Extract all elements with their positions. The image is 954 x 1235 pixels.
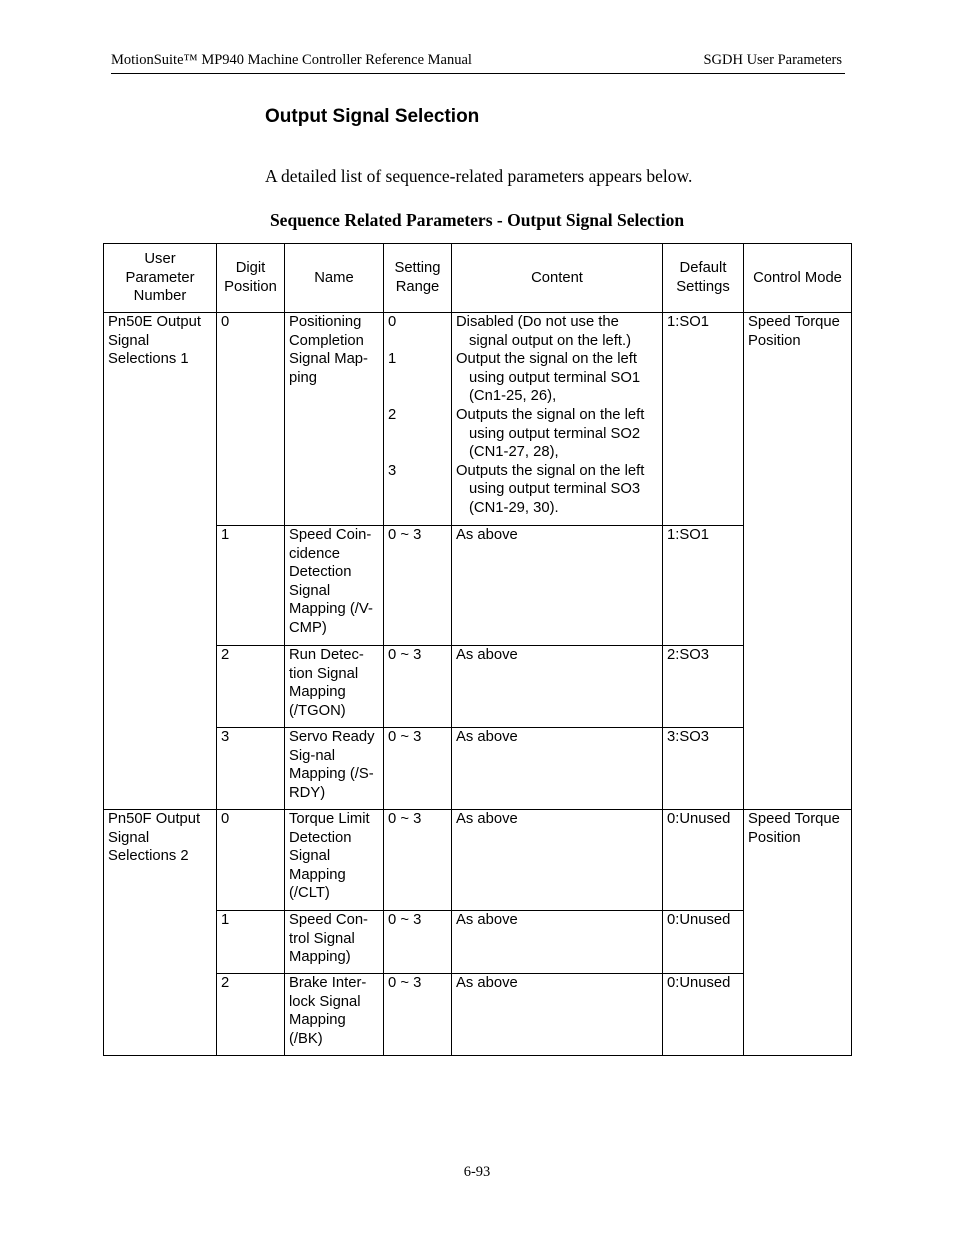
param-number-cell: Pn50F Output Signal Selections 2 — [104, 810, 217, 1056]
name-cell: Run Detec-tion Signal Mapping (/TGON) — [285, 646, 384, 728]
digit-cell: 2 — [217, 646, 285, 728]
page-number: 6-93 — [463, 1164, 491, 1180]
range-value: 3 — [388, 463, 397, 479]
content-option: Disabled (Do not use the signal output on the left.) — [456, 314, 632, 349]
range-cell: 0 ~ 3 — [384, 526, 452, 646]
col-header-digit: Digit Position — [217, 244, 285, 313]
content-option: Output the signal on the left using output terminal SO1 (Cn1-25, 26), — [456, 351, 641, 405]
range-cell — [384, 313, 452, 526]
digit-cell: 3 — [217, 728, 285, 810]
col-header-content: Content — [452, 244, 663, 313]
content-cell: As above — [452, 526, 663, 646]
control-mode-cell: Speed Torque Position — [744, 810, 852, 1056]
content-option: Outputs the signal on the left using output terminal SO3 (CN1-29, 30). — [456, 462, 645, 516]
col-header-param: User Parameter Number — [104, 244, 217, 313]
default-cell: 1:SO1 — [663, 526, 744, 646]
intro-paragraph: A detailed list of sequence-related parameters appears below. — [265, 166, 693, 186]
digit-cell: 2 — [217, 974, 285, 1056]
running-header-section: SGDH User Parameters — [703, 52, 842, 68]
default-cell: 3:SO3 — [663, 728, 744, 810]
col-header-mode: Control Mode — [744, 244, 852, 313]
range-cell: 0 ~ 3 — [384, 974, 452, 1056]
name-cell: Speed Con-trol Signal Mapping) — [285, 911, 384, 974]
range-value: 0 — [388, 314, 397, 330]
table-row — [104, 646, 852, 728]
range-cell: 0 ~ 3 — [384, 911, 452, 974]
control-mode-cell: Speed Torque Position — [744, 313, 852, 810]
col-header-name: Name — [285, 244, 384, 313]
table-header-row — [104, 244, 852, 313]
name-cell: Servo Ready Sig-nal Mapping (/S-RDY) — [285, 728, 384, 810]
table-row — [104, 728, 852, 810]
content-cell: As above — [452, 911, 663, 974]
range-cell: 0 ~ 3 — [384, 728, 452, 810]
content-option: Outputs the signal on the left using output terminal SO2 (CN1-27, 28), — [456, 406, 645, 461]
digit-cell: 1 — [217, 911, 285, 974]
content-cell: As above — [452, 646, 663, 728]
content-cell: As above — [452, 810, 663, 911]
digit-cell: 1 — [217, 526, 285, 646]
param-number-cell: Pn50E Output Signal Selections 1 — [104, 313, 217, 810]
section-title: Output Signal Selection — [265, 106, 480, 127]
default-cell: 0:Unused — [663, 974, 744, 1056]
range-value: 2 — [388, 407, 397, 423]
name-cell: Speed Coin-cidence Detection Signal Mapping (/V-CMP) — [285, 526, 384, 646]
running-header-title: MotionSuite™ MP940 Machine Controller Reference Manual — [111, 52, 472, 68]
default-cell: 2:SO3 — [663, 646, 744, 728]
range-cell: 0 ~ 3 — [384, 810, 452, 911]
table-row — [104, 810, 852, 911]
col-header-default: Default Settings — [663, 244, 744, 313]
content-cell — [452, 313, 663, 526]
content-cell: As above — [452, 974, 663, 1056]
table-row — [104, 974, 852, 1056]
digit-cell: 0 — [217, 810, 285, 911]
col-header-range: Setting Range — [384, 244, 452, 313]
content-cell: As above — [452, 728, 663, 810]
header-divider — [111, 73, 845, 74]
name-cell: Torque Limit Detection Signal Mapping (/CLT) — [285, 810, 384, 911]
table-caption: Sequence Related Parameters - Output Signal Selection — [269, 210, 685, 230]
default-cell: 0:Unused — [663, 810, 744, 911]
name-cell: Positioning Completion Signal Map-ping — [285, 313, 384, 526]
default-cell: 0:Unused — [663, 911, 744, 974]
parameters-table — [103, 243, 852, 1056]
table-row — [104, 911, 852, 974]
table-row — [104, 526, 852, 646]
range-cell: 0 ~ 3 — [384, 646, 452, 728]
digit-cell: 0 — [217, 313, 285, 526]
name-cell: Brake Inter-lock Signal Mapping (/BK) — [285, 974, 384, 1056]
default-cell: 1:SO1 — [663, 313, 744, 526]
range-value: 1 — [388, 351, 397, 367]
table-row — [104, 313, 852, 526]
